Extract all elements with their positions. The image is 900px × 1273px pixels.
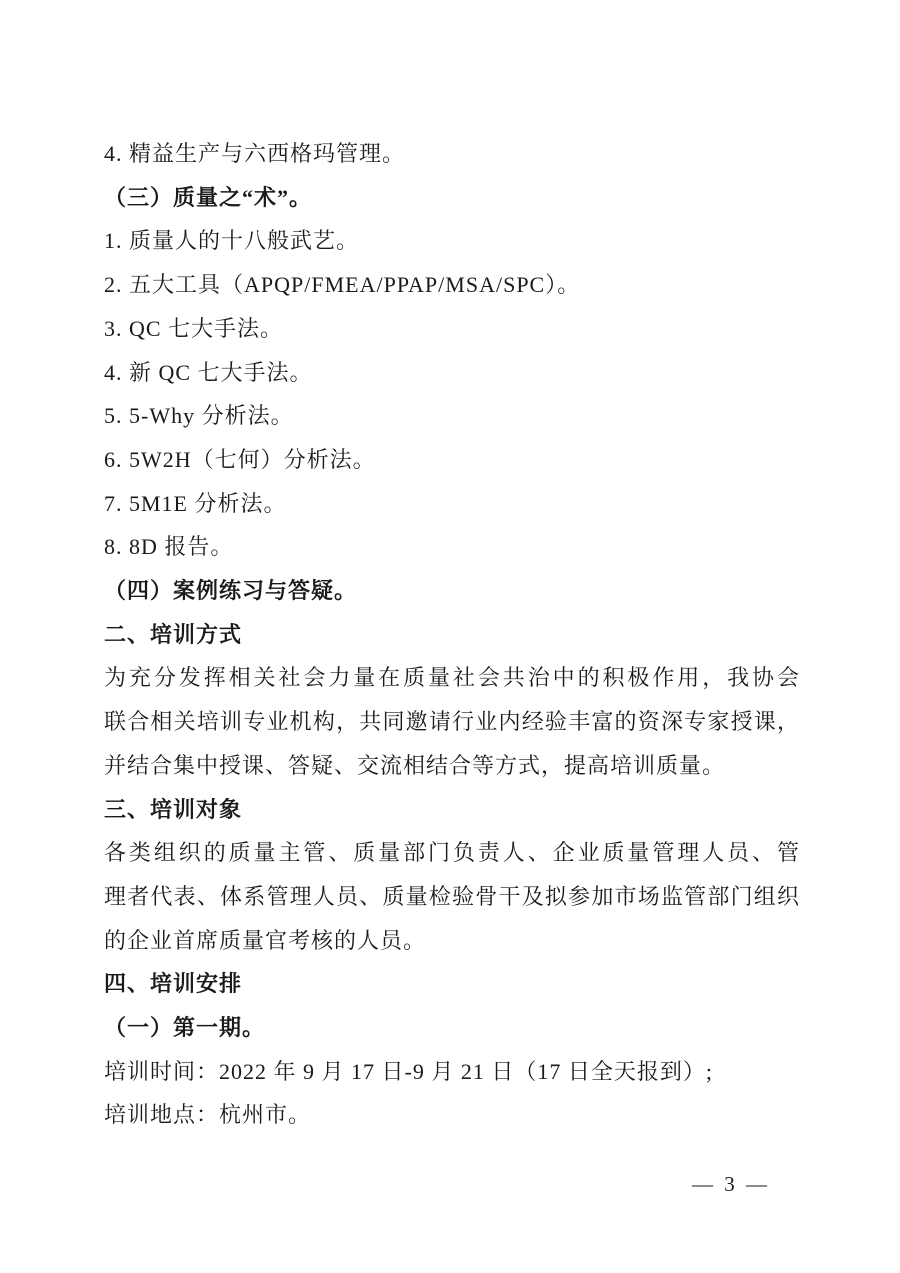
section-heading: 三、培训对象 xyxy=(104,796,243,822)
paragraph-line: 理者代表、体系管理人员、质量检验骨干及拟参加市场监管部门组织 xyxy=(104,883,800,909)
training-place-line: 培训地点：杭州市。 xyxy=(104,1102,312,1128)
list-item: 6. 5W2H（七何）分析法。 xyxy=(104,446,376,472)
page-number: — 3 — xyxy=(692,1172,770,1196)
document-body xyxy=(104,132,800,1137)
paragraph-line: 各类组织的质量主管、质量部门负责人、企业质量管理人员、管 xyxy=(104,840,800,866)
list-item: 3. QC 七大手法。 xyxy=(104,315,284,341)
paragraph-line: 为充分发挥相关社会力量在质量社会共治中的积极作用，我协会 xyxy=(104,665,800,691)
list-item: 2. 五大工具（APQP/FMEA/PPAP/MSA/SPC）。 xyxy=(104,272,581,298)
list-item: 4. 精益生产与六西格玛管理。 xyxy=(104,141,406,166)
paragraph-line: 并结合集中授课、答疑、交流相结合等方式，提高培训质量。 xyxy=(104,752,726,778)
paragraph-line: 联合相关培训专业机构，共同邀请行业内经验丰富的资深专家授课， xyxy=(104,709,800,735)
section-heading: 二、培训方式 xyxy=(104,621,243,647)
list-item: 1. 质量人的十八般武艺。 xyxy=(104,228,360,254)
list-item: 5. 5-Why 分析法。 xyxy=(104,403,294,429)
list-item: 8. 8D 报告。 xyxy=(104,534,234,560)
subheading: （三）质量之“术”。 xyxy=(104,184,313,210)
subheading: （一）第一期。 xyxy=(104,1015,266,1041)
training-time-line: 培训时间：2022 年 9 月 17 日-9 月 21 日（17 日全天报到）; xyxy=(104,1058,713,1084)
list-item: 4. 新 QC 七大手法。 xyxy=(104,359,313,385)
paragraph-line: 的企业首席质量官考核的人员。 xyxy=(104,927,427,953)
section-heading: 四、培训安排 xyxy=(104,971,243,997)
list-item: 7. 5M1E 分析法。 xyxy=(104,490,287,516)
subheading: （四）案例练习与答疑。 xyxy=(104,578,358,604)
